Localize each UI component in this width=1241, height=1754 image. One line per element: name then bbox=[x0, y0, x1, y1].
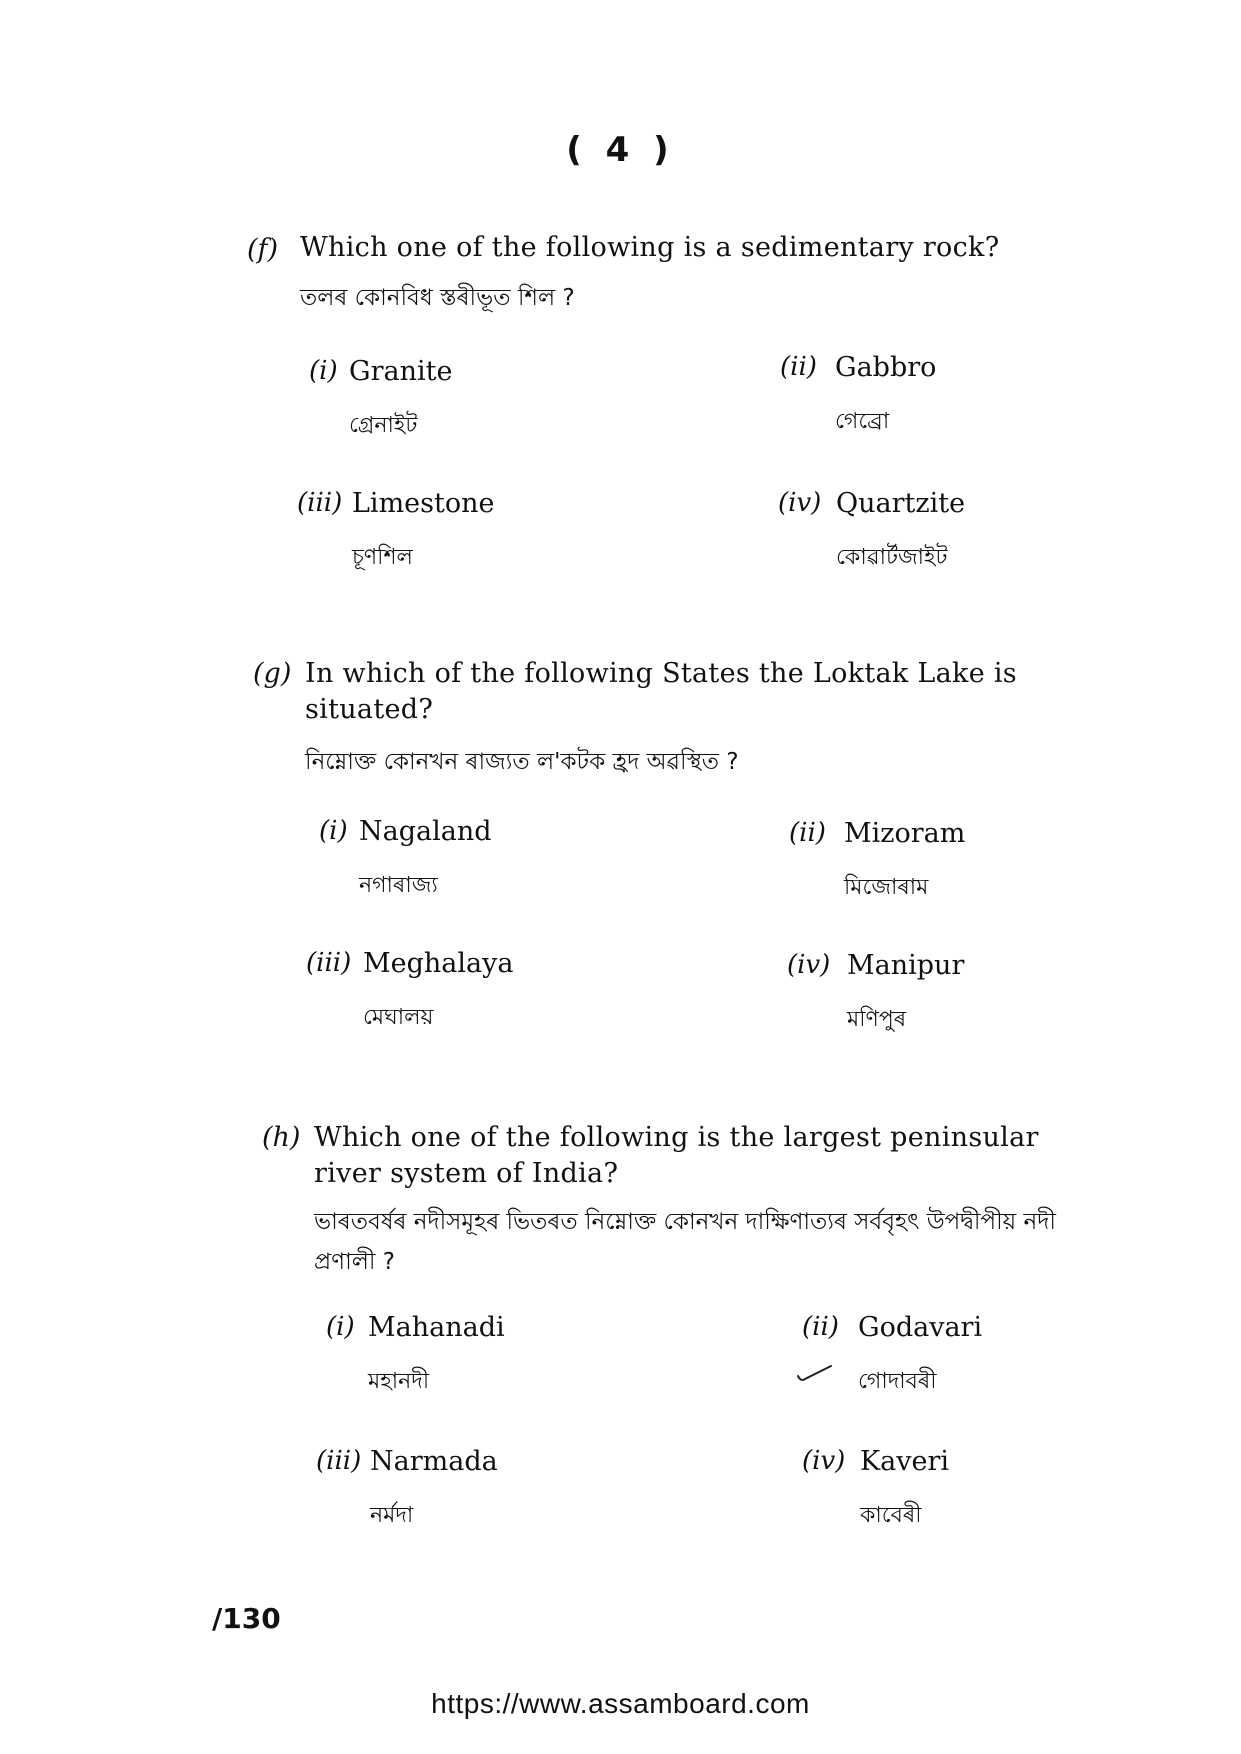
question-letter: (f) bbox=[247, 234, 279, 265]
option-number: (ii) bbox=[780, 352, 817, 382]
question-text-en: Which one of the following is a sedimentary rock? bbox=[300, 232, 1000, 263]
option-text-as: চূণশিল bbox=[352, 545, 413, 570]
option-text-en: Mahanadi bbox=[368, 1312, 505, 1343]
option-text-as: কাবেৰী bbox=[860, 1503, 922, 1528]
option-text-as: নগাৰাজ্য bbox=[359, 873, 438, 898]
option-text-en: Granite bbox=[349, 356, 453, 387]
option-text-en: Narmada bbox=[370, 1446, 498, 1477]
question-paper-code: /130 bbox=[212, 1602, 281, 1635]
handwritten-tick-icon bbox=[795, 1362, 835, 1384]
option-text-en: Manipur bbox=[847, 950, 965, 981]
option-text-as: গ্ৰেনাইট bbox=[349, 413, 418, 438]
option-number: (iv) bbox=[802, 1446, 846, 1476]
option-text-en: Limestone bbox=[352, 488, 495, 519]
option-text-as: মণিপুৰ bbox=[847, 1007, 907, 1032]
option-number: (iii) bbox=[306, 948, 352, 978]
option-text-en: Meghalaya bbox=[363, 948, 514, 979]
question-f bbox=[247, 230, 1067, 570]
question-g bbox=[253, 656, 1083, 1046]
option-number: (i) bbox=[319, 816, 348, 846]
option-text-as: মিজোৰাম bbox=[844, 875, 929, 900]
option-number: (iii) bbox=[316, 1446, 362, 1476]
option-text-as: কোৱাৰ্টজাইট bbox=[836, 545, 948, 570]
option-number: (ii) bbox=[802, 1312, 839, 1342]
question-text-en: Which one of the following is the largest peninsular river system of India? bbox=[314, 1122, 1039, 1189]
option-text-as: গোদাবৰী bbox=[858, 1369, 937, 1394]
option-text-as: মহানদী bbox=[368, 1369, 430, 1394]
option-text-as: গেব্ৰো bbox=[835, 409, 890, 434]
question-text-as: নিম্নোক্ত কোনখন ৰাজ্যত ল'কটক হ্ৰদ অৱস্থিত ? bbox=[305, 749, 739, 775]
question-letter: (h) bbox=[262, 1122, 301, 1153]
option-number: (iv) bbox=[778, 488, 822, 518]
question-h bbox=[262, 1120, 1092, 1560]
question-letter: (g) bbox=[253, 658, 292, 689]
option-number: (i) bbox=[326, 1312, 355, 1342]
question-text-en: In which of the following States the Loktak Lake is situated? bbox=[305, 658, 1017, 725]
option-number: (iii) bbox=[297, 488, 343, 518]
option-text-en: Godavari bbox=[858, 1312, 983, 1343]
option-text-en: Quartzite bbox=[836, 488, 966, 519]
option-number: (iv) bbox=[787, 950, 831, 980]
option-text-as: নৰ্মদা bbox=[370, 1503, 414, 1528]
option-text-en: Gabbro bbox=[835, 352, 937, 383]
option-number: (i) bbox=[309, 356, 338, 386]
footer-url: https://www.assamboard.com bbox=[431, 1688, 810, 1719]
option-text-en: Mizoram bbox=[844, 818, 966, 849]
option-text-en: Nagaland bbox=[359, 816, 492, 847]
option-text-en: Kaveri bbox=[860, 1446, 950, 1477]
page-number: ( 4 ) bbox=[566, 130, 675, 170]
question-text-as: ভাৰতবৰ্ষৰ নদীসমূহৰ ভিতৰত নিম্নোক্ত কোনখন দাক্ষিণাত্যৰ সৰ্ববৃহৎ উপদ্বীপীয় নদী প্ৰণালী ? bbox=[314, 1209, 1056, 1275]
option-text-as: মেঘালয় bbox=[363, 1005, 434, 1030]
option-number: (ii) bbox=[789, 818, 826, 848]
question-text-as: তলৰ কোনবিধ স্তৰীভূত শিল ? bbox=[300, 285, 575, 311]
